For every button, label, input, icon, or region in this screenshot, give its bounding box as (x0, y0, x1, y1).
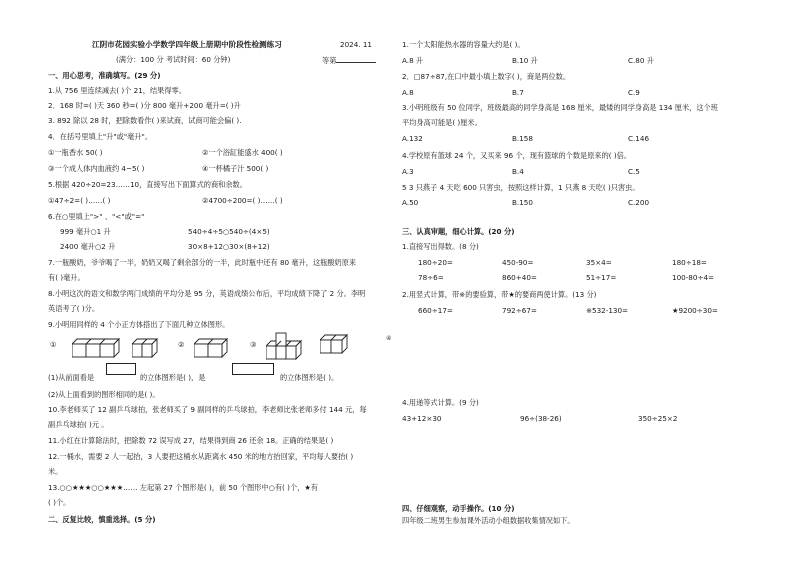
calc-2-c2: 792÷67= (502, 306, 537, 315)
choice-3-b: B.158 (512, 134, 533, 143)
question-8-line1: 8.小明这次的语文和数学两门成绩的平均分是 95 分，英语成绩公布后，平均成绩下降了 2 分。李明 (48, 289, 366, 298)
calc-1-r2-c3: 51÷17= (586, 273, 617, 282)
choice-1-a: A.8 升 (402, 56, 424, 65)
figure-2-cubes (194, 336, 232, 358)
figure-1b-cubes (132, 336, 162, 358)
front-view-shape (106, 363, 136, 375)
question-6d: 30×8+12○30×(8+12) (188, 242, 270, 251)
choice-5-b: B.150 (512, 198, 533, 207)
calc-4-c2: 96÷(38-26) (520, 414, 562, 423)
section-3-heading: 三、认真审题，细心计算。(20 分) (402, 227, 515, 236)
question-9-part1-a: (1)从前面看是 (48, 373, 95, 382)
question-12-line2: 米。 (48, 467, 63, 476)
choice-1-c: C.80 升 (628, 56, 654, 65)
grade-blank[interactable] (336, 55, 376, 63)
question-3: 3. 892 除以 28 时，把除数看作( )来试商，试商可能会偏( ). (48, 116, 242, 125)
calc-2-c4: ★9200÷30= (672, 306, 718, 315)
question-10-line2: 副乒乓球拍( )元 。 (48, 420, 109, 429)
calc-1-r2-c2: 860+40= (502, 273, 537, 282)
choice-3-a: A.132 (402, 134, 423, 143)
choice-4-a: A.3 (402, 167, 414, 176)
question-1: 1.从 756 里连续减去( )个 21，结果得零。 (48, 86, 186, 95)
figure-3-label: ③ (250, 340, 257, 349)
figure-4-cubes (320, 332, 352, 354)
choice-4-b: B.4 (512, 167, 524, 176)
calc-1-r1-c1: 180÷20= (418, 258, 453, 267)
question-6b: 540÷4÷5○540÷(4×5) (188, 227, 270, 236)
calc-2-c3: ※532-130= (586, 306, 629, 315)
question-6: 6.在○里填上">" 、"<"或"=" (48, 212, 145, 221)
section-4-heading: 四、仔细观察，动手操作。(10 分) (402, 504, 515, 513)
grade-label: 等第 (322, 56, 337, 65)
figure-1-cubes (72, 336, 124, 358)
calc-1-r1-c2: 450-90= (502, 258, 534, 267)
choice-5: 5 3 只燕子 4 天吃 600 只害虫，按照这样计算，1 只燕 8 天吃( )只害虫。 (402, 183, 640, 192)
question-8-line2: 英语考了( )分。 (48, 304, 100, 313)
choice-3-line2: 平均身高可能是( )厘米。 (402, 118, 482, 127)
choice-5-c: C.200 (628, 198, 650, 207)
calc-2-heading: 2.用竖式计算，带※的要验算，带★的要商两使计算。(13 分) (402, 290, 597, 299)
choice-5-a: A.50 (402, 198, 419, 207)
question-5b: ②4700÷200=( )……( ) (202, 196, 283, 205)
question-6c: 2400 毫升○2 升 (60, 242, 116, 251)
calc-4-heading: 4.用递等式计算。(9 分) (402, 398, 479, 407)
calc-1-heading: 1.直接写出得数。(8 分) (402, 242, 479, 251)
question-5: 5.根据 420÷20=23……10，直接写出下面算式的商和余数。 (48, 180, 247, 189)
question-9: 9.小明用同样的 4 个小正方体搭出了下面几种立体图形。 (48, 320, 230, 329)
question-4c: ③一个成人体内血液约 4~5( ) (48, 164, 145, 173)
calc-4-c3: 350÷25×2 (638, 414, 678, 423)
choice-2: 2．□87÷87,在口中最小填上数字( )，商是两位数。 (402, 72, 571, 81)
question-5a: ①47÷2=( )……( ) (48, 196, 111, 205)
question-7-line2: 有( )毫升。 (48, 273, 85, 282)
choice-4-c: C.5 (628, 167, 640, 176)
choice-2-b: B.7 (512, 88, 524, 97)
question-10-line1: 10.李老师买了 12 副乒乓球拍，张老师买了 9 副同样的乒乓球拍，李老师比张老师多付 144 元，每 (48, 405, 367, 414)
calc-1-r1-c4: 180÷18= (672, 258, 707, 267)
choice-4: 4.学校原有篮球 24 个，又买来 96 个，现有篮球的个数是原来的( )倍。 (402, 151, 632, 160)
exam-date: 2024. 11 (340, 40, 373, 49)
calc-1-r2-c1: 78÷6= (418, 273, 444, 282)
section-1-heading: 一、用心思考，准确填写。(29 分) (48, 71, 161, 80)
choice-1-b: B.10 升 (512, 56, 538, 65)
question-4a: ①一瓶香水 50( ) (48, 148, 103, 157)
figure-2-label: ② (178, 340, 185, 349)
figure-3-cubes (266, 332, 306, 360)
question-6a: 999 毫升○1 升 (60, 227, 111, 236)
question-12-line1: 12.一桶水，需要 2 人一起抬，3 人要把这桶水从距离水 450 米的地方抬回家，平均每人要抬( ) (48, 452, 354, 461)
calc-2-c1: 660÷17= (418, 306, 453, 315)
calc-4-c1: 43+12×30 (402, 414, 442, 423)
grade-field[interactable] (322, 55, 376, 65)
question-13-line2: ( )个。 (48, 498, 71, 507)
section-2-heading: 二、反复比较，慎重选择。(5 分) (48, 515, 156, 524)
question-13-line1: 13.○○★★★○○★★★…… 左起第 27 个图形是( )，前 50 个图形中○有( )个，★有 (48, 483, 318, 492)
question-2: 2．168 时=( )天 360 秒=( )分 800 毫升+200 毫升=( )升 (48, 101, 241, 110)
choice-3-line1: 3.小明班级有 50 位同学，班级最高的同学身高是 168 厘米，最矮的同学身高是 134 厘米，这个班 (402, 103, 718, 112)
choice-2-a: A.8 (402, 88, 414, 97)
question-9-part2: (2)从上面看到的图形相同的是( )。 (48, 390, 160, 399)
choice-2-c: C.9 (628, 88, 640, 97)
exam-title: 江阴市花园实验小学数学四年级上册期中阶段性检测练习 (92, 40, 282, 49)
question-7-line1: 7.一瓶酸奶，爷爷喝了一半，奶奶又喝了剩余部分的一半，此时瓶中还有 80 毫升，这瓶酸奶原来 (48, 258, 357, 267)
figure-4-label: ④ (386, 335, 392, 342)
choice-1: 1.一个太阳能热水器的容量大约是( )。 (402, 40, 525, 49)
figure-1-label: ① (50, 340, 57, 349)
choice-3-c: C.146 (628, 134, 650, 143)
question-4: 4．在括号里填上"升"或"毫升"。 (48, 132, 153, 141)
exam-meta: (满分：100 分 考试时间：60 分钟) (116, 55, 231, 64)
question-9-part1-b: 的立体图形是( )，是 (140, 373, 206, 382)
question-4b: ②一个浴缸能盛水 400( ) (202, 148, 283, 157)
calc-1-r1-c3: 35×4= (586, 258, 612, 267)
calc-1-r2-c4: 100-80÷4= (672, 273, 715, 282)
section-4-description: 四年级二班男生参加课外活动小组数据收集情况如下。 (402, 516, 575, 525)
question-4d: ④一杯橘子汁 500( ) (202, 164, 269, 173)
question-9-part1-c: 的立体图形是( )。 (280, 373, 339, 382)
front-view-shape-2 (232, 363, 274, 375)
question-11: 11.小红在计算除法时，把除数 72 误写成 27，结果得到商 26 还余 18。正确的结果是( ) (48, 436, 334, 445)
